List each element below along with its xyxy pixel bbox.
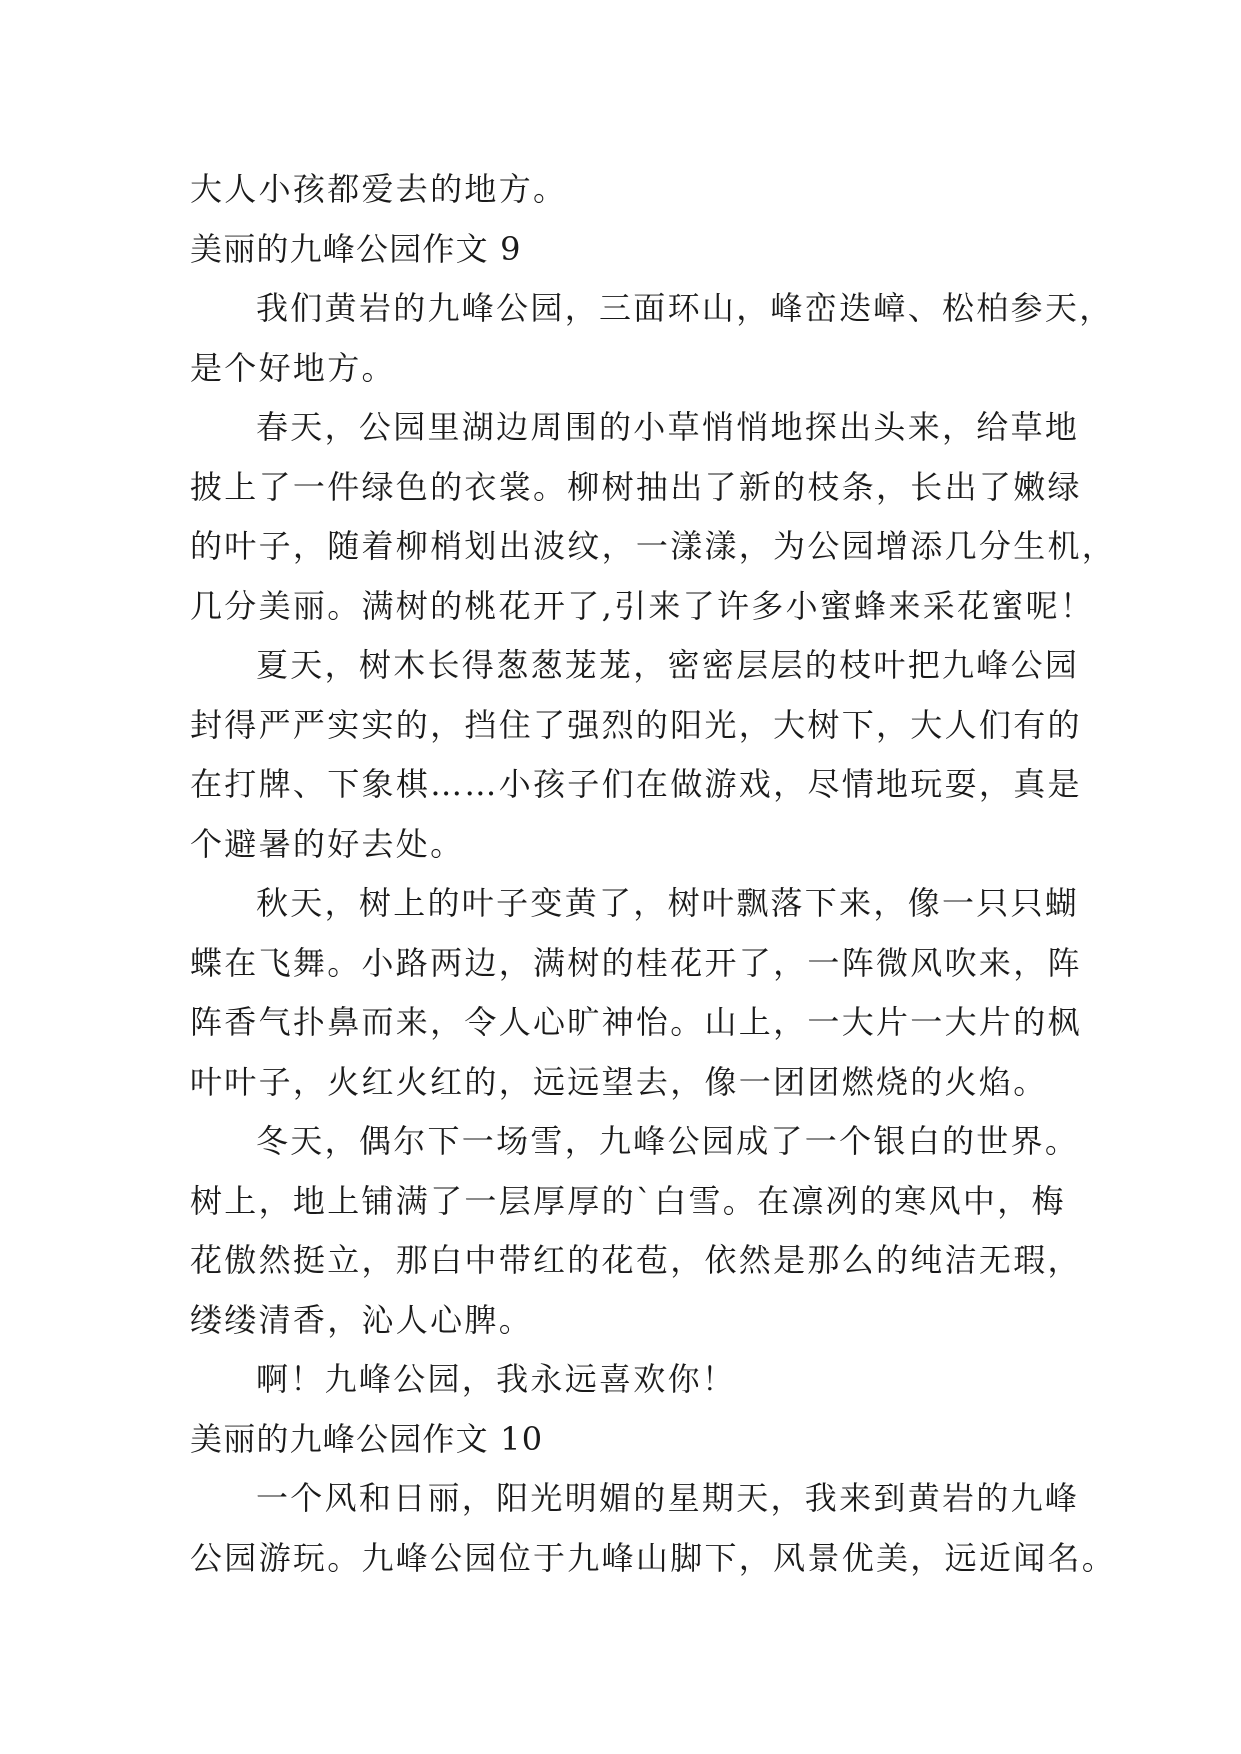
text-line: 个避暑的好去处。 — [190, 824, 465, 863]
paragraph-first-line: 我们黄岩的九峰公园，三面环山，峰峦迭嶂、松柏参天， — [256, 289, 1114, 327]
text-line: 蝶在飞舞。小路两边，满树的桂花开了，一阵微风吹来，阵 — [190, 943, 1082, 982]
text-line: 叶叶子，火红火红的，远远望去，像一团团燃烧的火焰。 — [190, 1062, 1048, 1101]
paragraph-first-line: 秋天，树上的叶子变黄了，树叶飘落下来，像一只只蝴 — [256, 884, 1080, 922]
text-line: 的叶子，随着柳梢划出波纹，一漾漾，为公园增添几分生机， — [190, 527, 1117, 565]
paragraph-first-line: 夏天，树木长得葱葱茏茏，密密层层的枝叶把九峰公园 — [256, 646, 1080, 684]
text-line: 封得严严实实的，挡住了强烈的阳光，大树下，大人们有的 — [190, 705, 1082, 744]
paragraph-first-line: 一个风和日丽，阳光明媚的星期天，我来到黄岩的九峰 — [256, 1479, 1080, 1517]
text-line: 在打牌、下象棋……小孩子们在做游戏，尽情地玩耍，真是 — [190, 765, 1082, 803]
text-line: 披上了一件绿色的衣裳。柳树抽出了新的枝条，长出了嫩绿 — [190, 467, 1082, 506]
document-body — [190, 160, 1117, 1588]
paragraph-first-line: 冬天，偶尔下一场雪，九峰公园成了一个银白的世界。 — [256, 1122, 1080, 1160]
section-heading: 美丽的九峰公园作文 9 — [190, 229, 522, 268]
text-line: 是个好地方。 — [190, 348, 396, 387]
text-line: 缕缕清香，沁人心脾。 — [190, 1300, 534, 1339]
text-line: 花傲然挺立，那白中带红的花苞，依然是那么的纯洁无瑕， — [190, 1241, 1082, 1279]
text-line: 几分美丽。满树的桃花开了,引来了许多小蜜蜂来采花蜜呢！ — [190, 586, 1095, 625]
text-line: 树上，地上铺满了一层厚厚的`白雪。在凛冽的寒风中，梅 — [190, 1181, 1066, 1220]
section-heading: 美丽的九峰公园作文 10 — [190, 1419, 544, 1458]
text-line: 公园游玩。九峰公园位于九峰山脚下，风景优美，远近闻名。 — [190, 1538, 1117, 1577]
paragraph-first-line: 春天，公园里湖边周围的小草悄悄地探出头来，给草地 — [256, 408, 1080, 446]
text-line: 大人小孩都爱去的地方。 — [190, 170, 568, 208]
text-line: 阵香气扑鼻而来，令人心旷神怡。山上，一大片一大片的枫 — [190, 1003, 1082, 1041]
paragraph-first-line: 啊！九峰公园，我永远喜欢你！ — [256, 1360, 737, 1398]
